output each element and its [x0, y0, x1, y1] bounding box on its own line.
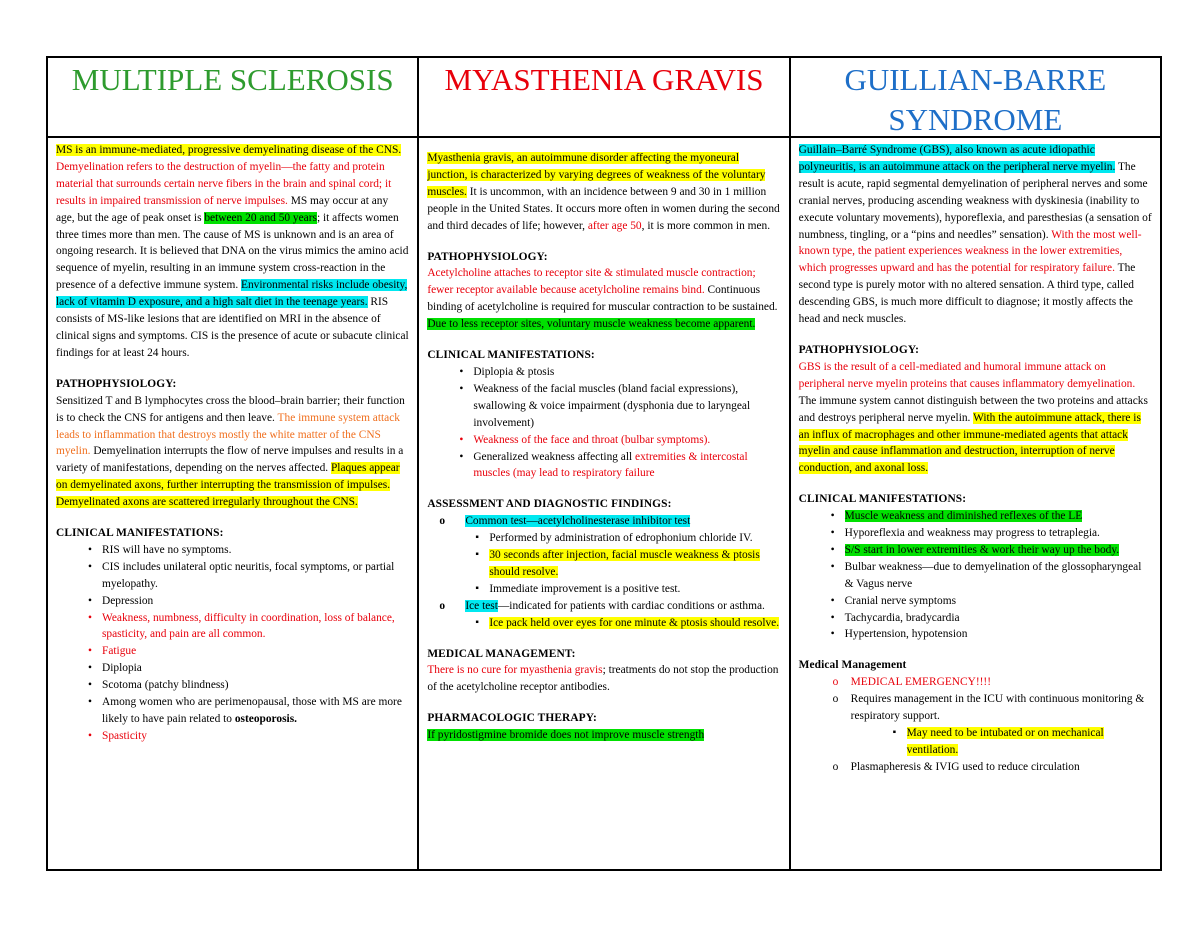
list-item: ▪ 30 seconds after injection, facial muscle weakness & ptosis should resolve.: [427, 547, 780, 581]
gbs-clinical-list: [799, 508, 1152, 643]
list-item: • Hyporeflexia and weakness may progress to tetraplegia.: [799, 525, 1152, 542]
mg-title: MYASTHENIA GRAVIS: [419, 58, 788, 138]
list-item: • Depression: [56, 593, 409, 610]
gbs-body: [791, 138, 1160, 776]
mg-intro: Myasthenia gravis, an autoimmune disorder affecting the myoneural junction, is characterized by varying degrees of weakness of the voluntary muscles. It is uncommon, with an incidence between 9 and 30 in 1 million people in the United States. It occurs more often in women during the second and third decades of life; however, after age 50, it is more common in men.: [427, 152, 780, 232]
ms-column: [48, 58, 419, 869]
list-item: o Requires management in the ICU with continuous monitoring & respiratory support.: [799, 691, 1152, 725]
list-item: • Diplopia & ptosis: [427, 364, 780, 381]
list-item: • Weakness of the face and throat (bulbar symptoms).: [427, 432, 780, 449]
list-item: • Bulbar weakness—due to demyelination of the glossopharyngeal & Vagus nerve: [799, 559, 1152, 593]
list-item: • CIS includes unilateral optic neuritis, focal symptoms, or partial myelopathy.: [56, 559, 409, 593]
mg-pharm-heading: PHARMACOLOGIC THERAPY:: [427, 712, 597, 725]
ms-clinical-heading: CLINICAL MANIFESTATIONS:: [56, 527, 224, 540]
list-item: ▪ Ice pack held over eyes for one minute & ptosis should resolve.: [427, 615, 780, 632]
list-item: • Spasticity: [56, 728, 409, 745]
list-item: • RIS will have no symptoms.: [56, 542, 409, 559]
list-item: • Muscle weakness and diminished reflexes of the LE: [799, 508, 1152, 525]
list-item: • Fatigue: [56, 643, 409, 660]
mg-patho-heading: PATHOPHYSIOLOGY:: [427, 250, 548, 263]
mg-column: [419, 58, 790, 869]
list-item: • Among women who are perimenopausal, those with MS are more likely to have pain related to osteoporosis.: [56, 694, 409, 728]
mg-medical-text: There is no cure for myasthenia gravis; treatments do not stop the production of the acetylcholine receptor antibodies.: [427, 664, 779, 694]
list-item: • Scotoma (patchy blindness): [56, 677, 409, 694]
list-item: • S/S start in lower extremities & work their way up the body.: [799, 542, 1152, 559]
ms-patho-text: Sensitized T and B lymphocytes cross the blood–brain barrier; their function is to check the CNS for antigens and then leave. The immune system attack leads to inflammation that destroys mostly the white matter of the CNS myelin. Demyelination interrupts the flow of nerve impulses and results in a variety of manifestations, depending on the nerves affected. Plaques appear on demyelinated axons, further interrupting the transmission of impulses. Demyelinated axons are scattered irregularly throughout the CNS.: [56, 394, 405, 509]
list-item: ▪ Immediate improvement is a positive test.: [427, 581, 780, 598]
mg-body: [419, 138, 788, 744]
list-item: o Ice test—indicated for patients with cardiac conditions or asthma.: [427, 598, 780, 615]
mg-clinical-heading: CLINICAL MANIFESTATIONS:: [427, 349, 595, 362]
ms-title: MULTIPLE SCLEROSIS: [48, 58, 417, 138]
list-item: ▪ Performed by administration of edrophonium chloride IV.: [427, 530, 780, 547]
mg-clinical-list: [427, 364, 780, 482]
list-item: o Common test—acetylcholinesterase inhibitor test: [427, 513, 780, 530]
mg-assess-list: [427, 513, 780, 631]
list-item: ▪ May need to be intubated or on mechanical ventilation.: [799, 725, 1152, 759]
gbs-clinical-heading: CLINICAL MANIFESTATIONS:: [798, 493, 967, 506]
list-item: o Plasmapheresis & IVIG used to reduce circulation: [799, 759, 1152, 776]
mg-medical-heading: MEDICAL MANAGEMENT:: [427, 647, 576, 660]
list-item: • Hypertension, hypotension: [799, 626, 1152, 643]
gbs-medical-list: [799, 674, 1152, 775]
gbs-medical-heading: Medical Management: [798, 659, 907, 672]
ms-intro: MS is an immune-mediated, progressive demyelinating disease of the CNS. Demyelination refers to the destruction of myelin—the fatty and protein material that surrounds certain nerve fibers in the brain and spinal cord; it results in impaired transmission of nerve impulses. MS may occur at any age, but the age of peak onset is between 20 and 50 years; it affects women three times more than men. The cause of MS is unknown and is an area of ongoing research. It is believed that DNA on the virus mimics the amino acid sequence of myelin, resulting in an immune system cross-reaction in the presence of a defective immune system. Environmental risks include obesity, lack of vitamin D exposure, and a high salt diet in the teenage years. RIS consists of MS-like lesions that are identified on MRI in the absence of clinical signs and symptoms. CIS is the presence of acute or subacute clinical findings for at least 24 hours.: [56, 144, 409, 359]
gbs-column: [791, 58, 1160, 869]
ms-patho-heading: PATHOPHYSIOLOGY:: [56, 377, 177, 390]
list-item: • Tachycardia, bradycardia: [799, 610, 1152, 627]
gbs-patho-heading: PATHOPHYSIOLOGY:: [798, 343, 920, 356]
ms-body: [48, 138, 417, 745]
list-item: • Cranial nerve symptoms: [799, 593, 1152, 610]
mg-patho-text: Acetylcholine attaches to receptor site & stimulated muscle contraction; fewer receptor available because acetylcholine remains bind. Continuous binding of acetylcholine is required for muscular contraction to be sustained. Due to less receptor sites, voluntary muscle weakness become apparent.: [427, 267, 778, 331]
list-item: • Weakness of the facial muscles (bland facial expressions), swallowing & voice impairment (dysphonia due to laryngeal involvement): [427, 381, 780, 432]
list-item: • Diplopia: [56, 660, 409, 677]
gbs-patho-text: GBS is the result of a cell-mediated and humoral immune attack on peripheral nerve myelin proteins that causes inflammatory demyelination. The immune system cannot distinguish between the two proteins and attacks and destroys peripheral nerve myelin. With the autoimmune attack, there is an influx of macrophages and other immune-mediated agents that attack myelin and cause inflammation and destruction, interruption of nerve conduction, and axonal loss.: [798, 360, 1148, 475]
gbs-title: GUILLIAN-BARRE SYNDROME: [791, 58, 1160, 138]
list-item: • Generalized weakness affecting all extremities & intercostal muscles (may lead to respiratory failure: [427, 449, 780, 483]
list-item: o MEDICAL EMERGENCY!!!!: [799, 674, 1152, 691]
mg-pharm-text: If pyridostigmine bromide does not improve muscle strength: [427, 729, 705, 742]
ms-clinical-list: [56, 542, 409, 745]
gbs-intro: Guillain–Barré Syndrome (GBS), also known as acute idiopathic polyneuritis, is an autoimmune attack on the peripheral nerve myelin. The result is acute, rapid segmental demyelination of peripheral nerves and some cranial nerves, producing ascending weakness with dyskinesia (inability to execute voluntary movements), hyporeflexia, and paresthesias (a sensation of numbness, tingling, or a “pins and needles” sensation). With the most well-known type, the patient experiences weakness in the lower extremities, which progresses upward and has the potential for respiratory failure. The second type is purely motor with no altered sensation. A third type, called descending GBS, is much more difficult to diagnose; it mostly affects the head and neck muscles.: [798, 144, 1152, 326]
list-item: • Weakness, numbness, difficulty in coordination, loss of balance, spasticity, and pain are all common.: [56, 610, 409, 644]
comparison-table: [46, 56, 1162, 871]
mg-assess-heading: ASSESSMENT AND DIAGNOSTIC FINDINGS:: [427, 498, 672, 511]
